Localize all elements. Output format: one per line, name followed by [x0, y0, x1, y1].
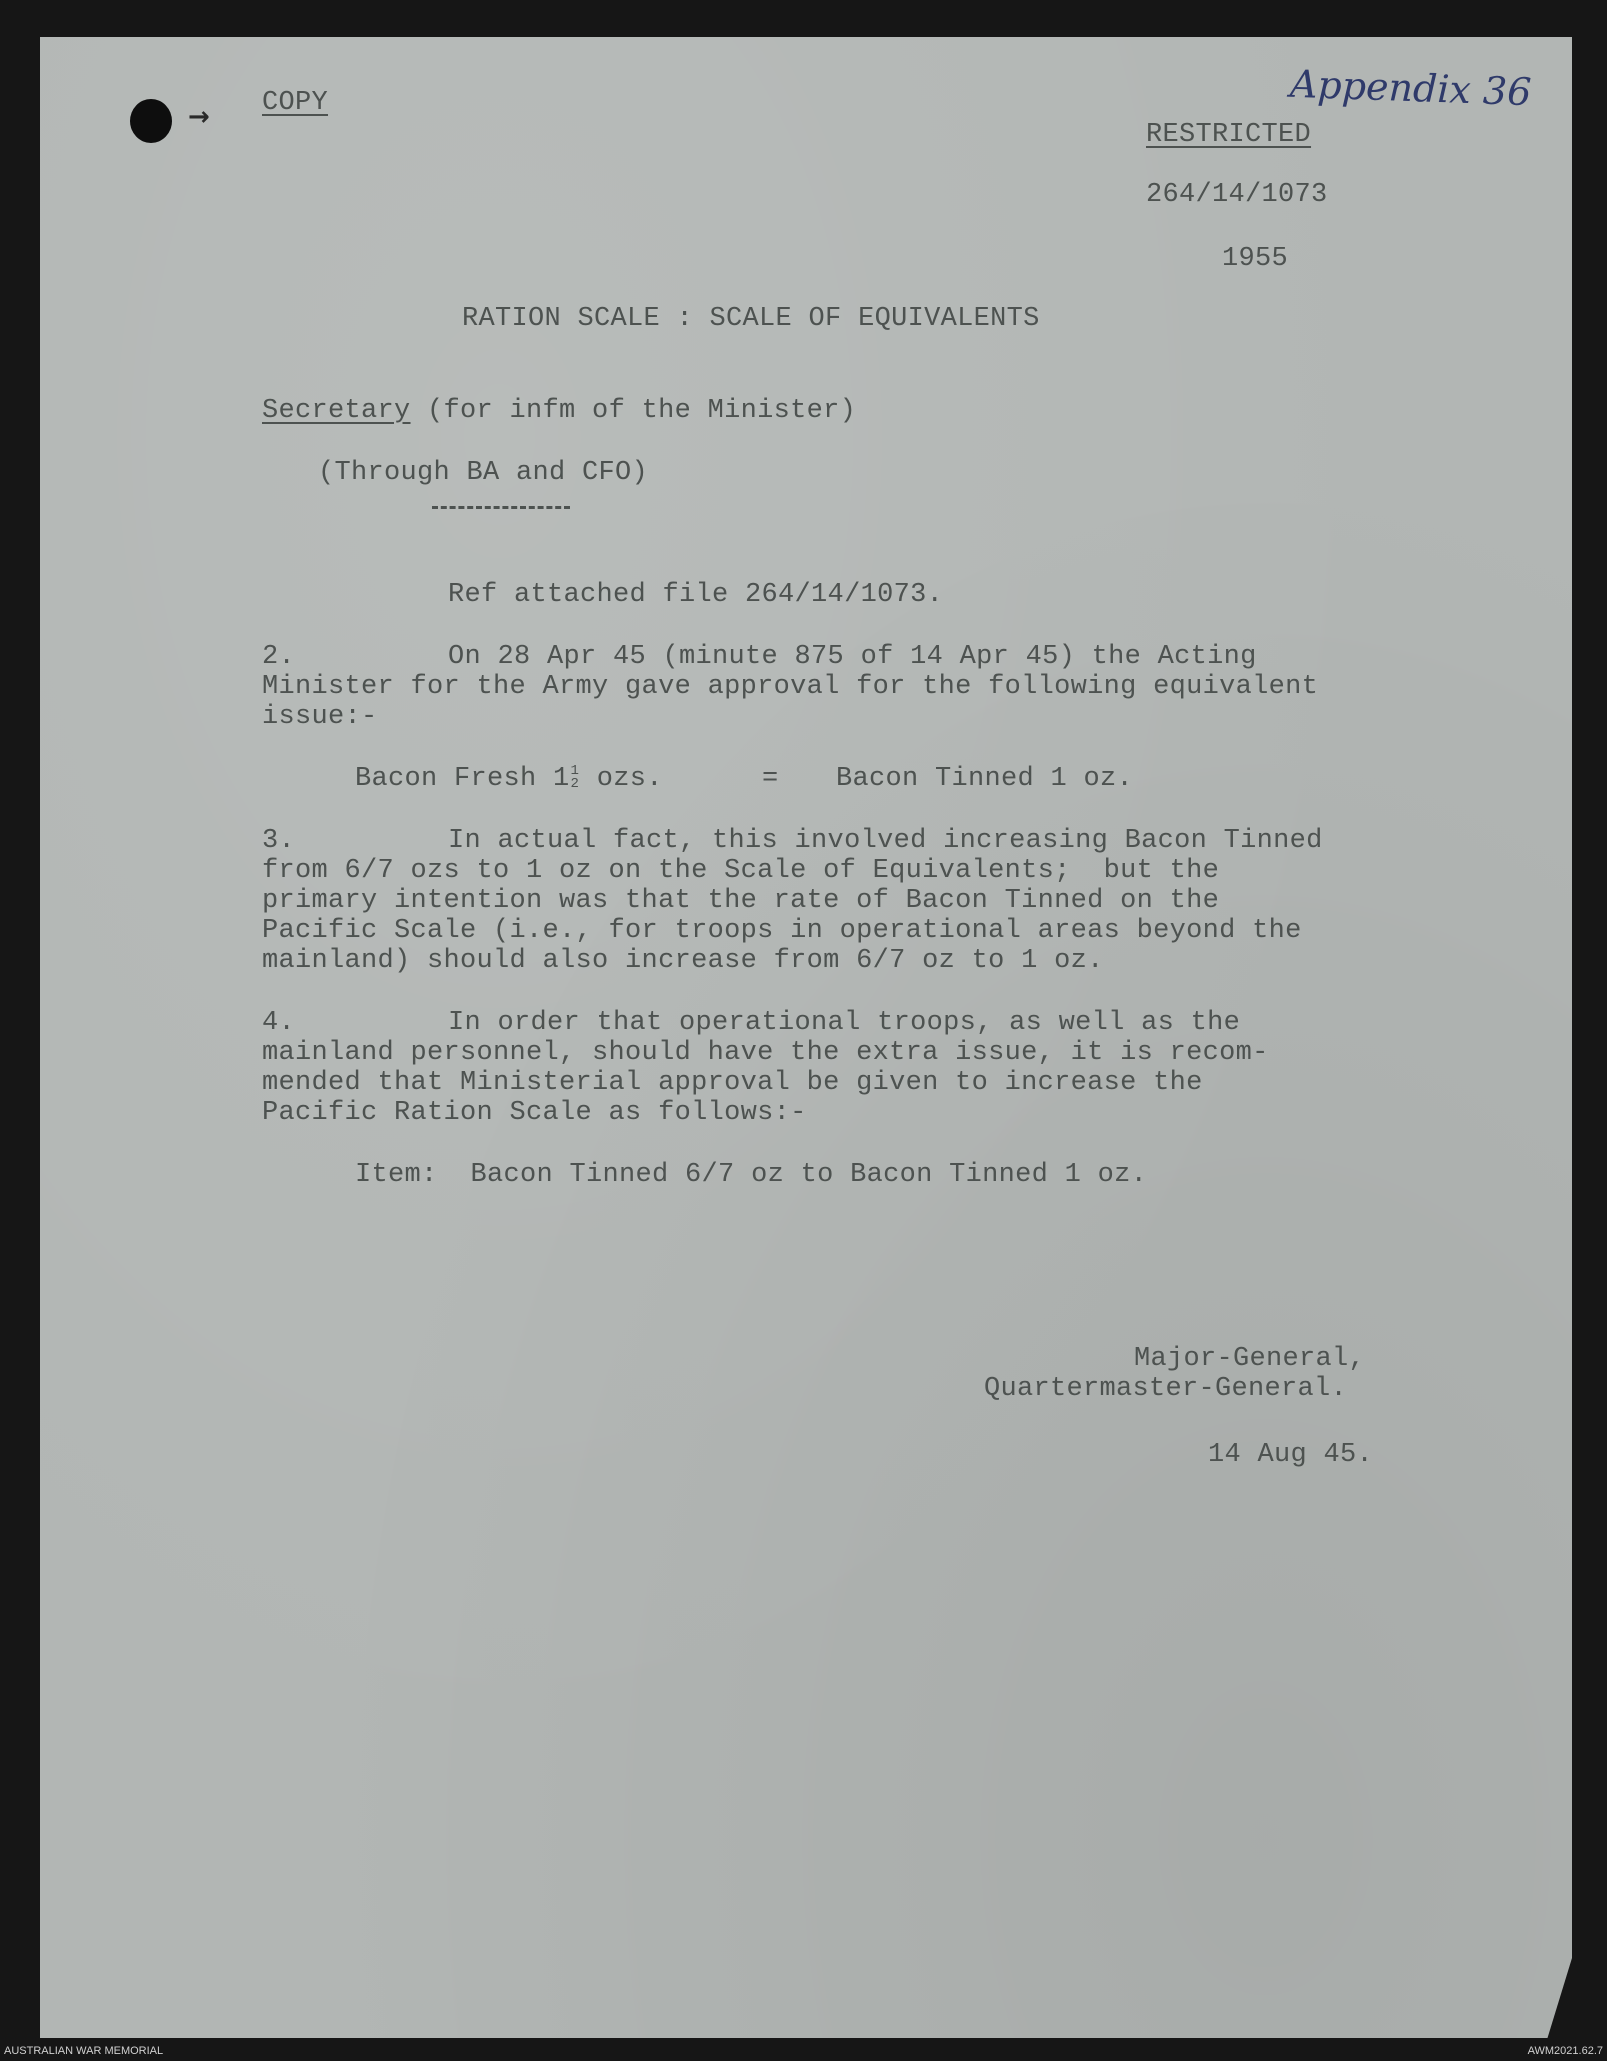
restricted-marking: RESTRICTED	[1146, 120, 1312, 150]
footer-archive-name: AUSTRALIAN WAR MEMORIAL	[4, 2045, 164, 2057]
footer-accession-number: AWM2021.62.7	[1527, 2045, 1603, 2057]
para2-line: On 28 Apr 45 (minute 875 of 14 Apr 45) the Acting	[448, 642, 1257, 672]
para4-line: Pacific Ration Scale as follows:-	[262, 1098, 807, 1128]
para3-number: 3.	[262, 826, 296, 856]
para2-number: 2.	[262, 642, 296, 672]
para4-line: mainland personnel, should have the extra issue, it is recom-	[262, 1038, 1269, 1068]
document-number: 1955	[1222, 244, 1289, 274]
signature-date: 14 Aug 45.	[1208, 1440, 1374, 1470]
para3-line: primary intention was that the rate of Bacon Tinned on the	[262, 886, 1220, 916]
file-reference: 264/14/1073	[1146, 180, 1328, 210]
routing-line: (Through BA and CFO)	[318, 458, 649, 488]
equivalence-left	[355, 764, 663, 794]
para3-line: Pacific Scale (i.e., for troops in operational areas beyond the	[262, 916, 1302, 946]
item-line: Item: Bacon Tinned 6/7 oz to Bacon Tinned 1 oz.	[355, 1160, 1148, 1190]
fraction	[570, 762, 580, 792]
copy-label: COPY	[262, 88, 329, 118]
bacon-fresh-unit: ozs.	[580, 764, 663, 794]
equivalence-equals: =	[762, 764, 779, 794]
equivalence-right: Bacon Tinned 1 oz.	[836, 764, 1134, 794]
para3-line: mainland) should also increase from 6/7 oz to 1 oz.	[262, 946, 1104, 976]
handwritten-annotation: Appendix 36	[1289, 61, 1533, 115]
fraction-numerator: 1	[570, 762, 580, 779]
punch-hole	[130, 99, 172, 143]
fraction-denominator: 2	[570, 775, 580, 792]
addressee-name: Secretary	[262, 396, 411, 426]
reference-line: Ref attached file 264/14/1073.	[448, 580, 944, 610]
signature-rank: Major-General,	[1134, 1344, 1366, 1374]
separator-dashes	[432, 506, 570, 509]
signature-title: Quartermaster-General.	[984, 1374, 1348, 1404]
para3-line: In actual fact, this involved increasing Bacon Tinned	[448, 826, 1323, 856]
para4-line: mended that Ministerial approval be given to increase the	[262, 1068, 1203, 1098]
document-title: RATION SCALE : SCALE OF EQUIVALENTS	[462, 304, 1040, 334]
addressee-purpose: (for infm of the Minister)	[410, 396, 857, 426]
addressee-line	[262, 396, 856, 426]
para4-line: In order that operational troops, as well as the	[448, 1008, 1241, 1038]
para2-line: Minister for the Army gave approval for the following equivalent	[262, 672, 1319, 702]
para3-line: from 6/7 ozs to 1 oz on the Scale of Equivalents; but the	[262, 856, 1220, 886]
arrow-mark-icon: →	[188, 102, 210, 132]
para2-line: issue:-	[262, 702, 378, 732]
para4-number: 4.	[262, 1008, 296, 1038]
bacon-fresh-label: Bacon Fresh 1	[355, 764, 570, 794]
